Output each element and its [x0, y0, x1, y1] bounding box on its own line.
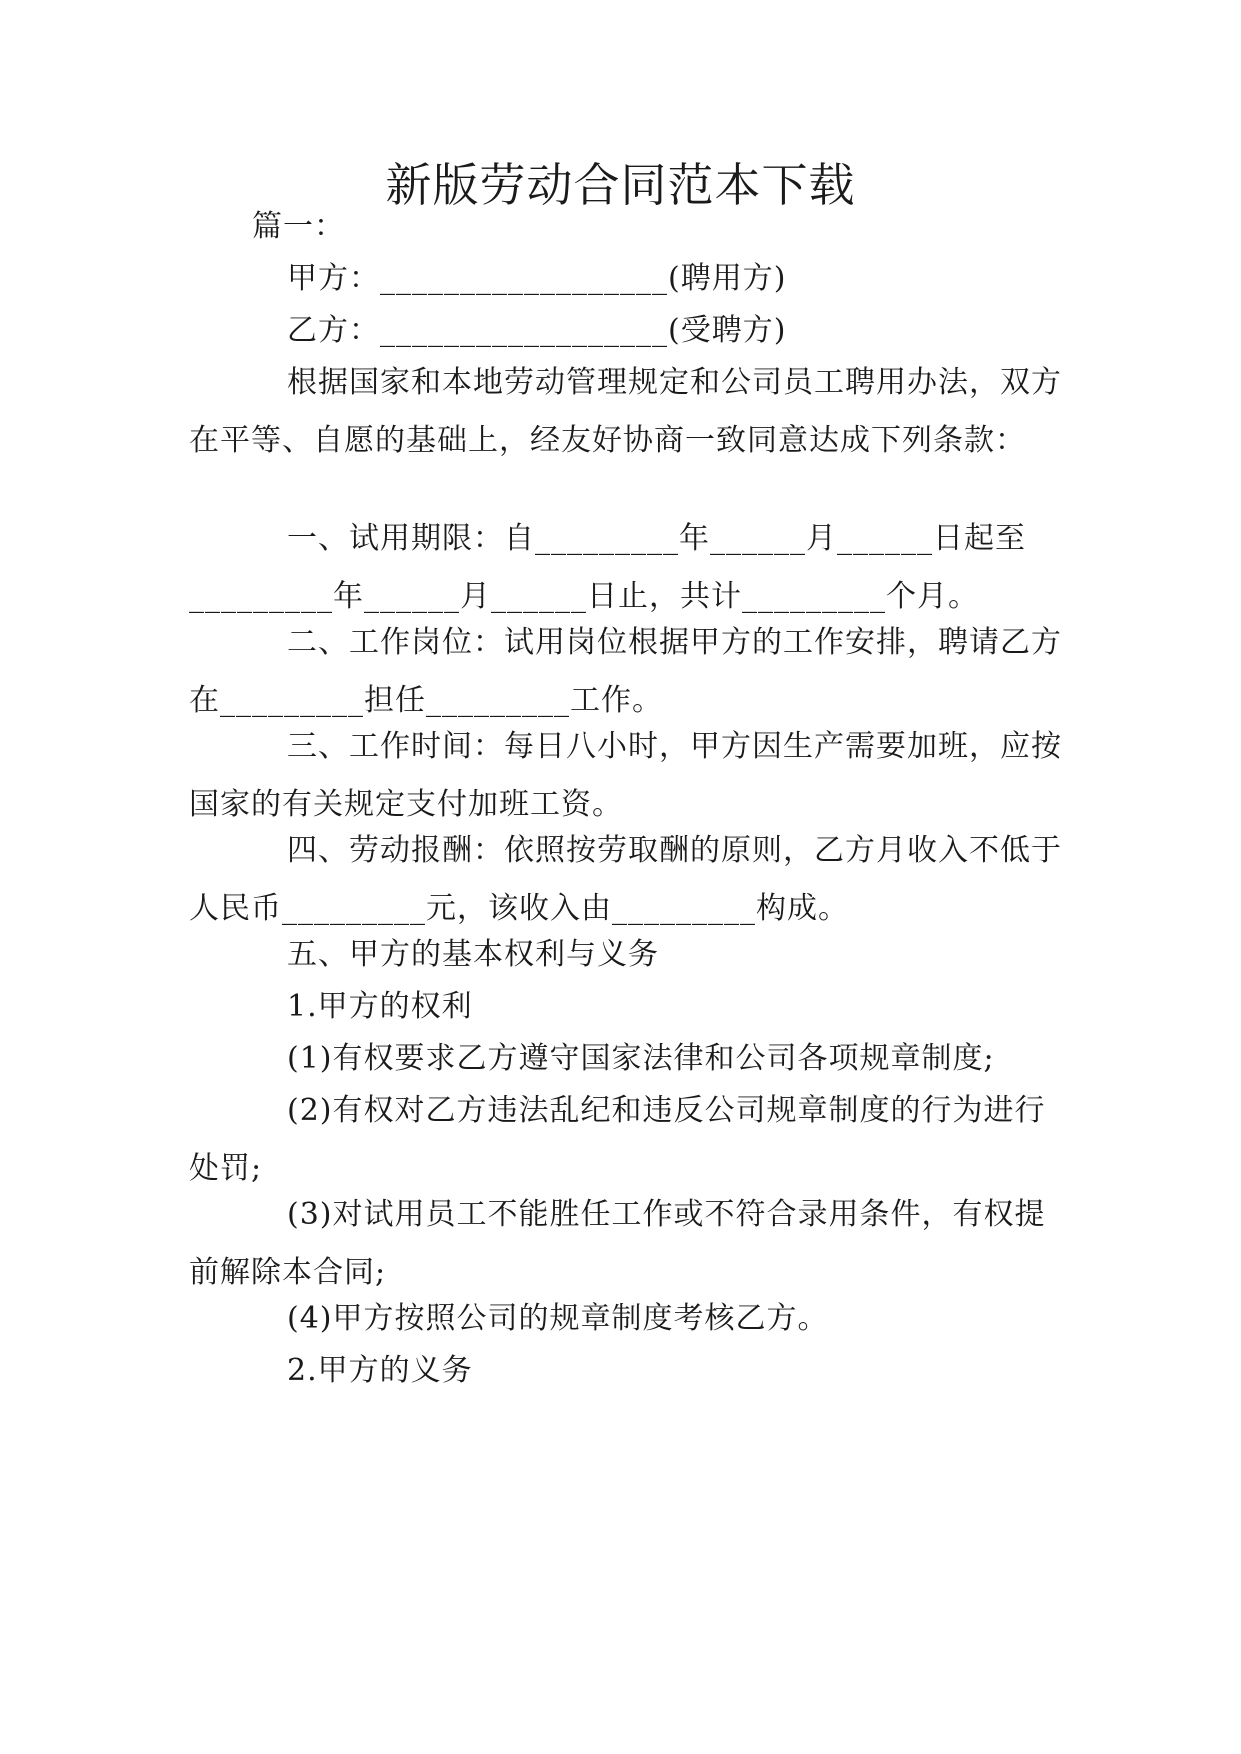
subheading-party-a-duties: 2.甲方的义务: [287, 1353, 473, 1388]
clause-probation-period: 一、试用期限：自_________年______月______日起至_________年______月______日止，共计_________个月。: [189, 521, 1026, 614]
party-a-line: 甲方：__________________(聘用方): [287, 261, 787, 296]
section-heading: 篇一：: [252, 209, 345, 244]
subheading-party-a-rights: 1.甲方的权利: [287, 989, 473, 1024]
rights-item: (2)有权对乙方违法乱纪和违反公司规章制度的行为进行处罚;: [189, 1093, 1046, 1186]
rights-item: (4)甲方按照公司的规章制度考核乙方。: [287, 1301, 829, 1336]
clause-position: 二、工作岗位：试用岗位根据甲方的工作安排，聘请乙方在_________担任_________工作。: [189, 625, 1062, 718]
clause-working-hours: 三、工作时间：每日八小时，甲方因生产需要加班，应按国家的有关规定支付加班工资。: [189, 729, 1062, 822]
clause-remuneration: 四、劳动报酬：依照按劳取酬的原则，乙方月收入不低于人民币_________元，该收入由_________构成。: [189, 833, 1062, 926]
clause-rights-duties-heading: 五、甲方的基本权利与义务: [287, 937, 659, 972]
document-title: 新版劳动合同范本下载: [385, 158, 856, 212]
party-b-line: 乙方：__________________(受聘方): [287, 313, 787, 348]
rights-item: (3)对试用员工不能胜任工作或不符合录用条件，有权提前解除本合同;: [189, 1197, 1046, 1290]
preamble-paragraph: 根据国家和本地劳动管理规定和公司员工聘用办法，双方在平等、自愿的基础上，经友好协商一致同意达成下列条款：: [189, 365, 1062, 458]
rights-item: (1)有权要求乙方遵守国家法律和公司各项规章制度;: [287, 1041, 995, 1076]
